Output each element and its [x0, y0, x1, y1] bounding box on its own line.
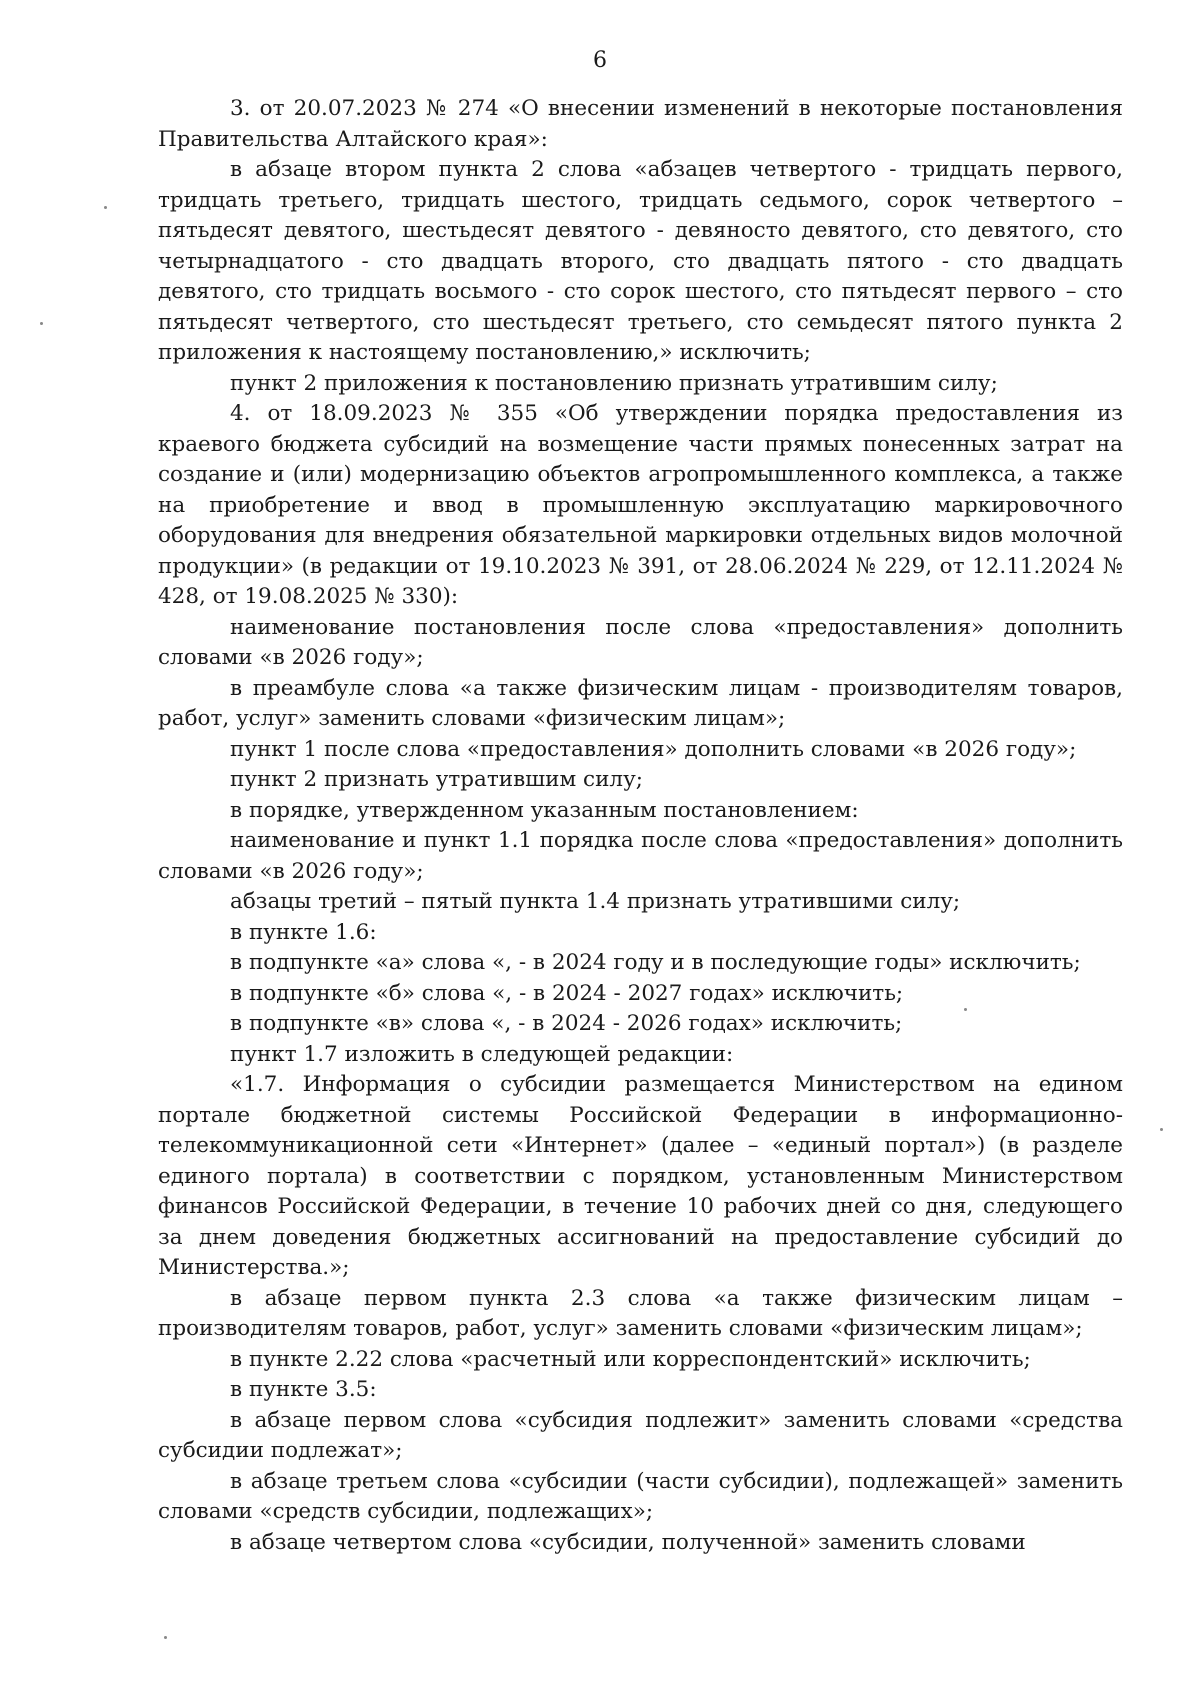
- paragraph-item-3: 3. от 20.07.2023 № 274 «О внесении изменений в некоторые постановления Правительства Алтайского края»:: [158, 96, 1123, 152]
- paragraph-punkt-3-5: в пункте 3.5:: [230, 1377, 377, 1402]
- document-body: [158, 94, 1123, 1558]
- paragraph-punkt-1-7-text: «1.7. Информация о субсидии размещается Министерством на едином портале бюджетной системы Российской Федерации в информационно-телекоммуникационной сети «Интернет» (далее – «единый портал») (в разделе единого портала) в соответствии с порядком, установленным Министерством финансов Российской Федерации, в течение 10 рабочих дней со дня, следующего за днем доведения бюджетных ассигнований на предоставление субсидий до Министерства.»;: [158, 1072, 1123, 1280]
- paragraph-punkt-1-4: абзацы третий – пятый пункта 1.4 признать утратившими силу;: [230, 889, 961, 914]
- paragraph-podpunkt-a: в подпункте «а» слова «, - в 2024 году и в последующие годы» исключить;: [230, 950, 1081, 975]
- scan-speck: [104, 206, 107, 209]
- scan-speck: [164, 1636, 167, 1639]
- paragraph-punkt-1: пункт 1 после слова «предоставления» дополнить словами «в 2026 году»;: [230, 736, 1077, 762]
- paragraph-punkt-1-1: наименование и пункт 1.1 порядка после слова «предоставления» дополнить словами «в 2026 году»;: [158, 828, 1123, 884]
- paragraph-punkt-2-22: в пункте 2.22 слова «расчетный или корреспондентский» исключить;: [230, 1346, 1031, 1372]
- paragraph-punkt-2: пункт 2 признать утратившим силу;: [230, 767, 643, 792]
- paragraph-abzac-4: в абзаце четвертом слова «субсидии, полученной» заменить словами: [230, 1529, 1026, 1555]
- paragraph-item-3-abzac-2: в абзаце втором пункта 2 слова «абзацев четвертого - тридцать первого, тридцать третьего, тридцать шестого, тридцать седьмого, сорок четвертого – пятьдесят девятого, шестьдесят девятого - девяносто девятого, сто девятого, сто четырнадцатого - сто двадцать второго, сто двадцать пятого - сто двадцать девятого, сто тридцать восьмого - сто сорок шестого, сто пятьдесят первого – сто пятьдесят четвертого, сто шестьдесят третьего, сто семьдесят пятого пункта 2 приложения к настоящему постановлению,» исключить;: [158, 157, 1123, 365]
- scan-speck: [40, 322, 43, 325]
- page-number: 6: [593, 48, 607, 73]
- paragraph-v-poryadke: в порядке, утвержденном указанным постановлением:: [230, 797, 859, 823]
- paragraph-preambula: в преамбуле слова «а также физическим лицам - производителям товаров, работ, услуг» заменить словами «физическим лицам»;: [158, 675, 1123, 731]
- paragraph-podpunkt-v: в подпункте «в» слова «, - в 2024 - 2026 годах» исключить;: [230, 1011, 903, 1036]
- paragraph-naimenovanie: наименование постановления после слова «предоставления» дополнить словами «в 2026 году»;: [158, 614, 1123, 670]
- scan-speck: [1160, 1128, 1163, 1131]
- paragraph-abzac-3: в абзаце третьем слова «субсидии (части субсидии), подлежащей» заменить словами «средств субсидии, подлежащих»;: [158, 1468, 1123, 1524]
- paragraph-punkt-1-7: пункт 1.7 изложить в следующей редакции:: [230, 1041, 734, 1067]
- paragraph-punkt-1-6: в пункте 1.6:: [230, 919, 377, 945]
- paragraph-abzac-1: в абзаце первом слова «субсидия подлежит» заменить словами «средства субсидии подлежат»;: [158, 1407, 1123, 1463]
- paragraph-podpunkt-b: в подпункте «б» слова «, - в 2024 - 2027 годах» исключить;: [230, 980, 904, 1006]
- paragraph-item-3-punkt-2: пункт 2 приложения к постановлению признать утратившим силу;: [230, 370, 998, 396]
- paragraph-item-4: 4. от 18.09.2023 № 355 «Об утверждении порядка предоставления из краевого бюджета субсидий на возмещение части прямых понесенных затрат на создание и (или) модернизацию объектов агропромышленного комплекса, а также на приобретение и ввод в промышленную эксплуатацию маркировочного оборудования для внедрения обязательной маркировки отдельных видов молочной продукции» (в редакции от 19.10.2023 № 391, от 28.06.2024 № 229, от 12.11.2024 № 428, от 19.08.2025 № 330):: [158, 401, 1123, 609]
- paragraph-punkt-2-3: в абзаце первом пункта 2.3 слова «а также физическим лицам – производителям товаров, работ, услуг» заменить словами «физическим лицам»;: [158, 1285, 1123, 1341]
- scan-speck: [964, 1008, 967, 1011]
